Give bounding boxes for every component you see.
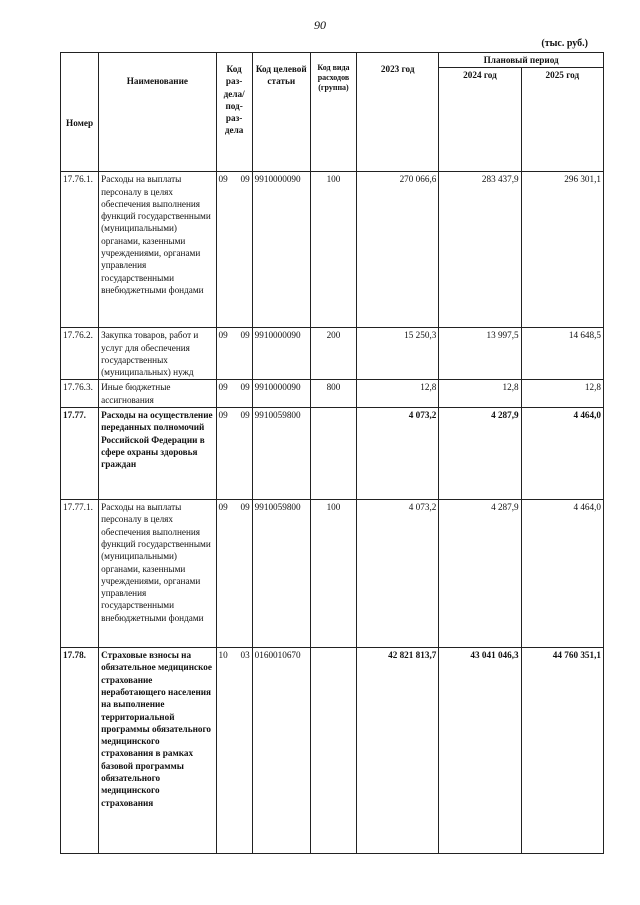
row-amount-2024: 283 437,9 [439, 172, 521, 328]
row-name: Расходы на выплаты персоналу в целях обеспечения выполнения функций государственными (муниципальными) органами, казенными учреждениями, органами управления государственными внебюджетными фондами [99, 500, 216, 648]
row-amount-2025: 4 464,0 [521, 500, 603, 648]
row-amount-2023: 4 073,2 [357, 500, 439, 648]
header-number: Номер [61, 53, 99, 172]
row-section: 09 [218, 174, 228, 185]
row-name: Иные бюджетные ассигнования [99, 380, 216, 408]
header-2024: 2024 год [439, 68, 521, 172]
row-name: Расходы на осуществление переданных полномочий Российской Федерации в сфере охраны здоровья граждан [99, 408, 216, 500]
row-kind-code [310, 408, 356, 500]
row-amount-2023: 12,8 [357, 380, 439, 408]
row-subsection: 09 [240, 330, 250, 341]
header-2025: 2025 год [521, 68, 603, 172]
row-amount-2024: 43 041 046,3 [439, 648, 521, 854]
row-section-code [216, 380, 252, 408]
row-kind-code: 100 [310, 500, 356, 648]
page-number: 90 [314, 18, 326, 32]
row-section: 09 [218, 410, 228, 421]
table-row [61, 380, 604, 408]
row-amount-2024: 4 287,9 [439, 500, 521, 648]
row-amount-2024: 4 287,9 [439, 408, 521, 500]
row-subsection: 09 [240, 502, 250, 513]
row-amount-2025: 12,8 [521, 380, 603, 408]
row-subsection: 09 [240, 174, 250, 185]
row-section-code [216, 408, 252, 500]
row-name: Расходы на выплаты персоналу в целях обеспечения выполнения функций государственными (муниципальными) органами, казенными учреждениями, органами управления государственными внебюджетными фондами [99, 172, 216, 328]
row-section-code [216, 500, 252, 648]
row-amount-2025: 14 648,5 [521, 328, 603, 380]
row-number: 17.76.3. [61, 380, 99, 408]
row-section: 09 [218, 382, 228, 393]
row-kind-code [310, 648, 356, 854]
row-section: 10 [218, 650, 228, 661]
row-amount-2025: 44 760 351,1 [521, 648, 603, 854]
row-section-code [216, 648, 252, 854]
row-kind-code: 200 [310, 328, 356, 380]
table-row [61, 648, 604, 854]
table-row [61, 328, 604, 380]
units-label: (тыс. руб.) [541, 38, 588, 49]
row-kind-code: 800 [310, 380, 356, 408]
row-kind-code: 100 [310, 172, 356, 328]
row-amount-2023: 270 066,6 [357, 172, 439, 328]
row-number: 17.77.1. [61, 500, 99, 648]
table-row [61, 172, 604, 328]
row-section: 09 [218, 330, 228, 341]
row-name: Страховые взносы на обязательное медицинское страхование неработающего населения на выполнение территориальной программы обязательного медицинского страхования в рамках базовой программы обязательного медицинского страхования [99, 648, 216, 854]
header-kind: Код вида расходов (группа) [310, 53, 356, 172]
row-number: 17.77. [61, 408, 99, 500]
header-planned-period: Плановый период [439, 53, 604, 68]
row-amount-2023: 15 250,3 [357, 328, 439, 380]
row-target-code: 0160010670 [252, 648, 310, 854]
row-amount-2025: 296 301,1 [521, 172, 603, 328]
row-amount-2024: 13 997,5 [439, 328, 521, 380]
header-name: Наименование [99, 53, 216, 172]
table-row [61, 500, 604, 648]
row-subsection: 09 [240, 410, 250, 421]
budget-table [60, 52, 604, 854]
row-target-code: 9910000090 [252, 172, 310, 328]
row-section-code [216, 172, 252, 328]
row-name: Закупка товаров, работ и услуг для обеспечения государственных (муниципальных) нужд [99, 328, 216, 380]
table-row [61, 408, 604, 500]
row-target-code: 9910000090 [252, 328, 310, 380]
row-amount-2023: 4 073,2 [357, 408, 439, 500]
row-section: 09 [218, 502, 228, 513]
row-section-code [216, 328, 252, 380]
row-subsection: 03 [240, 650, 250, 661]
row-amount-2024: 12,8 [439, 380, 521, 408]
row-amount-2025: 4 464,0 [521, 408, 603, 500]
row-target-code: 9910059800 [252, 408, 310, 500]
row-target-code: 9910059800 [252, 500, 310, 648]
row-number: 17.76.1. [61, 172, 99, 328]
header-target: Код целевой статьи [252, 53, 310, 172]
header-2023: 2023 год [357, 53, 439, 172]
row-number: 17.78. [61, 648, 99, 854]
header-section: Код раз-дела/ под-раз-дела [216, 53, 252, 172]
row-number: 17.76.2. [61, 328, 99, 380]
row-target-code: 9910000090 [252, 380, 310, 408]
row-subsection: 09 [240, 382, 250, 393]
row-amount-2023: 42 821 813,7 [357, 648, 439, 854]
